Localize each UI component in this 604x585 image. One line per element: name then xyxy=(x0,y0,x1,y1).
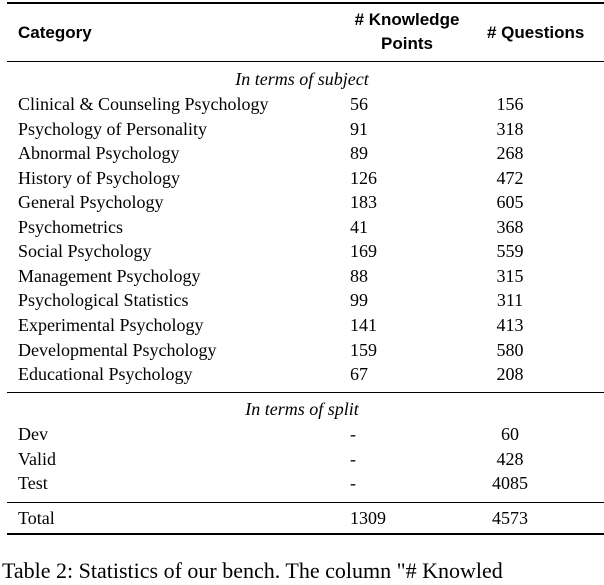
row-category: Developmental Psychology xyxy=(18,339,217,360)
header-knowledge-points-line1: # Knowledge xyxy=(354,10,460,29)
header-knowledge-points xyxy=(346,8,468,56)
row-questions: 368 xyxy=(496,216,524,237)
row-category: Social Psychology xyxy=(18,241,152,262)
table-row xyxy=(0,362,604,386)
header-questions: # Questions xyxy=(487,23,585,42)
row-knowledge-points: 159 xyxy=(350,339,377,360)
row-knowledge-points: 169 xyxy=(350,241,377,262)
table-row xyxy=(0,141,604,165)
row-questions: 559 xyxy=(496,241,524,262)
row-questions: 315 xyxy=(496,265,524,286)
row-category: Valid xyxy=(18,448,56,469)
row-questions: 156 xyxy=(496,94,524,114)
table-row xyxy=(0,471,604,495)
row-knowledge-points: - xyxy=(350,448,356,469)
row-knowledge-points: 183 xyxy=(350,192,377,213)
table-row xyxy=(0,215,604,239)
subject-section-title: In terms of subject xyxy=(235,69,369,89)
row-category: Test xyxy=(18,473,48,493)
table-row xyxy=(0,264,604,288)
row-questions: 208 xyxy=(496,364,524,385)
row-questions: 428 xyxy=(496,448,524,469)
row-knowledge-points: 56 xyxy=(350,94,368,114)
header-category: Category xyxy=(18,23,92,42)
row-knowledge-points: - xyxy=(350,424,356,444)
row-knowledge-points: 88 xyxy=(350,265,368,286)
table-row xyxy=(0,338,604,362)
table-row xyxy=(0,447,604,471)
row-knowledge-points: 141 xyxy=(350,314,377,335)
row-category: Abnormal Psychology xyxy=(18,143,180,164)
table-top-rule xyxy=(7,2,604,4)
table-row xyxy=(0,190,604,214)
row-questions: 311 xyxy=(496,290,524,311)
table-row xyxy=(0,92,604,116)
row-questions: 580 xyxy=(496,339,524,360)
split-section xyxy=(0,397,604,497)
row-knowledge-points: 126 xyxy=(350,167,377,188)
row-knowledge-points: 99 xyxy=(350,290,368,311)
row-questions: 4085 xyxy=(492,473,528,493)
table-caption: Table 2: Statistics of our bench. The column "# Knowled xyxy=(2,558,503,583)
subject-section xyxy=(0,67,604,387)
row-category: Educational Psychology xyxy=(18,364,193,385)
table-row xyxy=(0,239,604,263)
row-knowledge-points: 91 xyxy=(350,118,368,139)
row-knowledge-points: 67 xyxy=(350,364,368,385)
row-questions: 605 xyxy=(496,192,524,213)
row-category: Psychology of Personality xyxy=(18,118,207,139)
row-knowledge-points: 89 xyxy=(350,143,368,164)
row-category: Management Psychology xyxy=(18,265,201,286)
table-row xyxy=(0,288,604,312)
row-questions: 472 xyxy=(496,167,524,188)
section-divider-rule xyxy=(7,392,604,393)
row-knowledge-points: - xyxy=(350,473,356,493)
table-bottom-rule xyxy=(7,533,604,535)
table-row xyxy=(0,422,604,446)
row-questions: 60 xyxy=(501,424,519,444)
total-row xyxy=(0,506,604,530)
table-row xyxy=(0,313,604,337)
total-label: Total xyxy=(18,508,55,528)
row-category: Psychological Statistics xyxy=(18,290,189,311)
table-row xyxy=(0,166,604,190)
total-questions: 4573 xyxy=(492,508,528,528)
row-category: General Psychology xyxy=(18,192,164,213)
table-row xyxy=(0,117,604,141)
header-rule xyxy=(7,61,604,62)
row-questions: 413 xyxy=(496,314,524,335)
row-knowledge-points: 41 xyxy=(350,216,368,237)
total-rule xyxy=(7,502,604,503)
row-category: Dev xyxy=(18,424,48,444)
split-section-title: In terms of split xyxy=(245,399,359,419)
header-knowledge-points-line2: Points xyxy=(381,34,433,53)
row-category: Clinical & Counseling Psychology xyxy=(18,94,269,114)
row-questions: 318 xyxy=(496,118,524,139)
row-category: Experimental Psychology xyxy=(18,314,204,335)
total-knowledge-points: 1309 xyxy=(350,508,386,528)
row-category: History of Psychology xyxy=(18,167,180,188)
row-questions: 268 xyxy=(496,143,524,164)
row-category: Psychometrics xyxy=(18,216,123,237)
